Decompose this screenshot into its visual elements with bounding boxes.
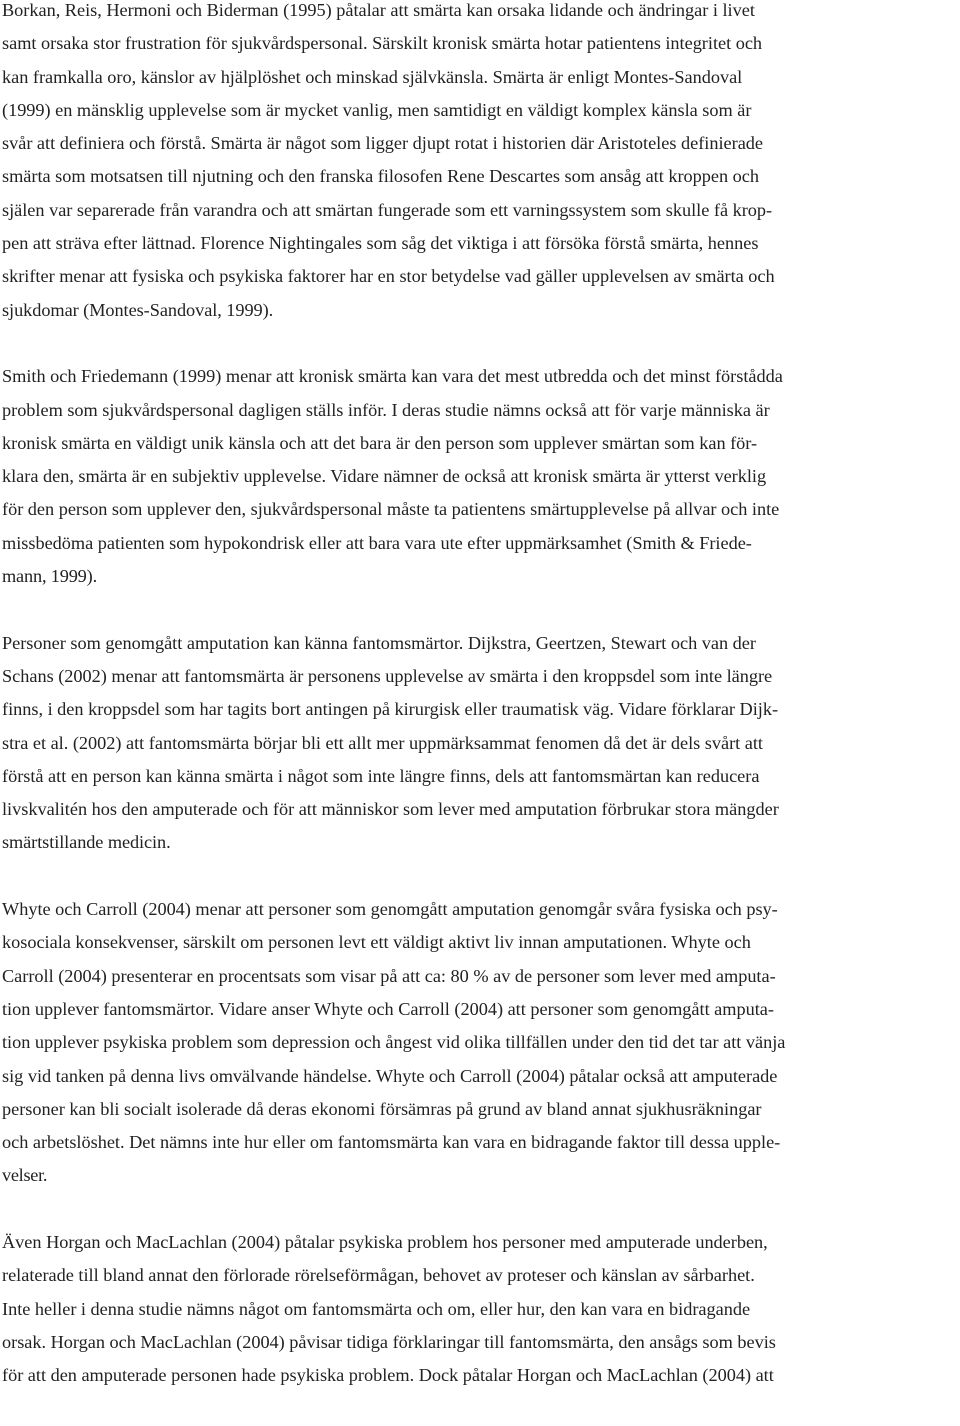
text-line: smärtstillande medicin. [2, 832, 171, 853]
text-line: sig vid tanken på denna livs omvälvande händelse. Whyte och Carroll (2004) påtalar också att amputerade [2, 1065, 778, 1086]
text-line: Schans (2002) menar att fantomsmärta är personens upplevelse av smärta i den kroppsdel som inte längre [2, 665, 773, 686]
text-line: smärta som motsatsen till njutning och den franska filosofen Rene Descartes som ansåg att kroppen och [2, 166, 759, 187]
text-line: problem som sjukvårdspersonal dagligen ställs inför. I deras studie nämns också att för varje människa är [2, 399, 770, 420]
text-line: Smith och Friedemann (1999) menar att kronisk smärta kan vara det mest utbredda och det minst förstådda [2, 366, 783, 387]
text-line: mann, 1999). [2, 566, 97, 587]
text-line: pen att sträva efter lättnad. Florence Nightingales som såg det viktiga i att försöka förstå smärta, hennes [2, 233, 759, 254]
paragraph-3 [2, 627, 958, 860]
text-line: för att den amputerade personen hade psykiska problem. Dock påtalar Horgan och MacLachlan (2004) att [2, 1365, 774, 1386]
text-line: samt orsaka stor frustration för sjukvårdspersonal. Särskilt kronisk smärta hotar patientens integritet och [2, 33, 763, 54]
text-line: Personer som genomgått amputation kan känna fantomsmärtor. Dijkstra, Geertzen, Stewart och van der [2, 632, 756, 653]
text-line: svår att definiera och förstå. Smärta är något som ligger djupt rotat i historien där Aristoteles definierade [2, 133, 764, 154]
text-line: Carroll (2004) presenterar en procentsats som visar på att ca: 80 % av de personer som lever med amputa- [2, 965, 776, 986]
text-line: för den person som upplever den, sjukvårdspersonal måste ta patientens smärtupplevelse på allvar och inte [2, 499, 780, 520]
text-line: kronisk smärta en väldigt unik känsla och att det bara är den person som upplever smärtan som kan för- [2, 432, 758, 453]
text-line: kan framkalla oro, känslor av hjälplöshet och minskad självkänsla. Smärta är enligt Montes-Sandoval [2, 66, 743, 87]
text-line: (1999) en mänsklig upplevelse som är mycket vanlig, men samtidigt en väldigt komplex känsla som är [2, 99, 752, 120]
paragraph-4 [2, 893, 958, 1193]
paragraph-1 [2, 0, 958, 327]
text-line: Whyte och Carroll (2004) menar att personer som genomgått amputation genomgår svåra fysiska och psy- [2, 899, 778, 920]
text-line: velser. [2, 1165, 48, 1186]
text-line: missbedöma patienten som hypokondrisk eller att bara vara ute efter uppmärksamhet (Smith & Friede- [2, 532, 752, 553]
text-line: tion upplever fantomsmärtor. Vidare anser Whyte och Carroll (2004) att personer som genomgått amputa- [2, 998, 774, 1019]
text-line: klara den, smärta är en subjektiv upplevelse. Vidare nämner de också att kronisk smärta är ytterst verklig [2, 466, 767, 487]
text-line: livskvalitén hos den amputerade och för att människor som lever med amputation förbrukar stora mängder [2, 799, 779, 820]
paragraph-5 [2, 1226, 958, 1392]
text-line: Även Horgan och MacLachlan (2004) påtalar psykiska problem hos personer med amputerade underben, [2, 1231, 768, 1252]
paragraph-2 [2, 360, 958, 593]
text-line: skrifter menar att fysiska och psykiska faktorer har en stor betydelse vad gäller upplevelsen av smärta och [2, 266, 775, 287]
text-line: och arbetslöshet. Det nämns inte hur eller om fantomsmärta kan vara en bidragande faktor till dessa upple- [2, 1132, 781, 1153]
text-line: kosociala konsekvenser, särskilt om personen levt ett väldigt aktivt liv innan amputationen. Whyte och [2, 932, 751, 953]
text-line: Borkan, Reis, Hermoni och Biderman (1995) påtalar att smärta kan orsaka lidande och ändringar i livet [2, 0, 755, 20]
document-body [2, 0, 958, 1426]
text-line: Inte heller i denna studie nämns något om fantomsmärta och om, eller hur, den kan vara en bidragande [2, 1298, 751, 1319]
text-line: finns, i den kroppsdel som har tagits bort antingen på kirurgisk eller traumatisk väg. Vidare förklarar Dijk- [2, 699, 779, 720]
text-line: relaterade till bland annat den förlorade rörelseförmågan, behovet av proteser och känslan av sårbarhet. [2, 1265, 755, 1286]
text-line: förstå att en person kan känna smärta i något som inte längre finns, dels att fantomsmärtan kan reducera [2, 765, 760, 786]
text-line: sjukdomar (Montes-Sandoval, 1999). [2, 299, 274, 320]
text-line: själen var separerade från varandra och att smärtan fungerade som ett varningssystem som skulle få krop- [2, 199, 773, 220]
text-line: tion upplever psykiska problem som depression och ångest vid olika tillfällen under den tid det tar att vänja [2, 1032, 786, 1053]
text-line: stra et al. (2002) att fantomsmärta börjar bli ett allt mer uppmärksammat fenomen då det är dels svårt att [2, 732, 763, 753]
text-line: personer kan bli socialt isolerade då deras ekonomi försämras på grund av bland annat sjukhusräkningar [2, 1098, 762, 1119]
text-line: orsak. Horgan och MacLachlan (2004) påvisar tidiga förklaringar till fantomsmärta, den ansågs som bevis [2, 1331, 776, 1352]
